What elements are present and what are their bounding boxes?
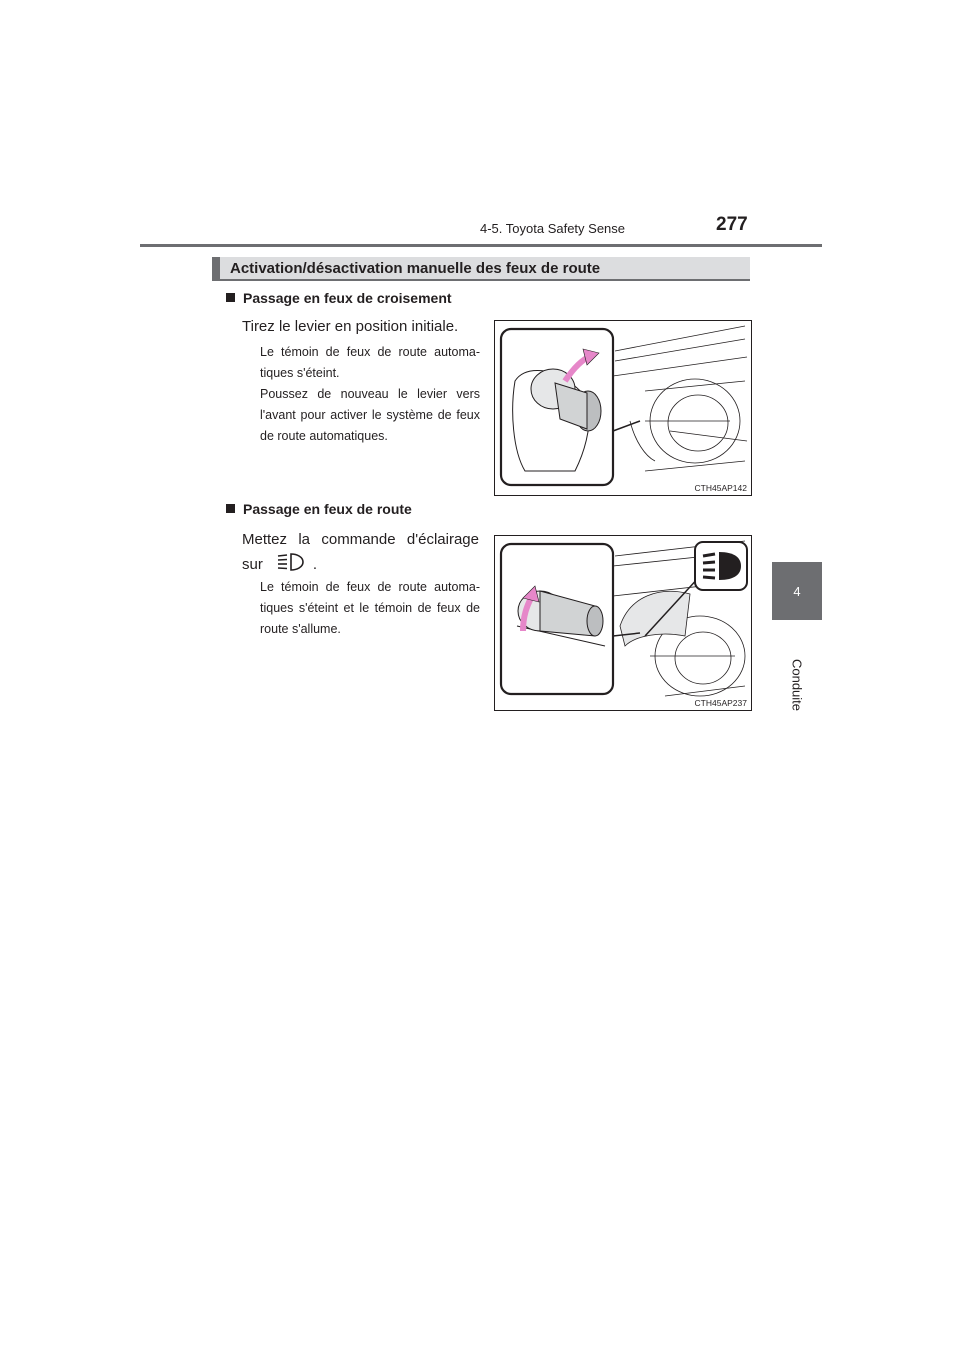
section-title-bar bbox=[212, 257, 750, 281]
note-low-beam-1: Le témoin de feux de route automa-tiques s'éteint. bbox=[260, 345, 480, 380]
instruction-low-beam: Tirez le levier en position initiale. bbox=[242, 318, 459, 335]
chapter-tab[interactable] bbox=[772, 562, 822, 620]
page-number: 277 bbox=[716, 214, 748, 235]
note-high-beam-1: Le témoin de feux de route automa-tiques s'éteint et le témoin de feux de route s'allume. bbox=[260, 580, 480, 636]
figure-code: CTH45AP142 bbox=[694, 483, 747, 493]
lever-pull-illustration bbox=[495, 321, 751, 495]
instruction-high-beam-line2: sur . bbox=[242, 551, 317, 577]
instruction-high-beam: Mettez la commande d'éclairage bbox=[242, 531, 479, 548]
chapter-label: Conduite bbox=[789, 658, 805, 712]
note-low-beam-2: Poussez de nouveau le levier vers l'avant pour activer le système de feux de route automatiques. bbox=[260, 387, 480, 443]
subheading-high-beam: Passage en feux de route bbox=[226, 501, 412, 517]
figure-low-beam bbox=[494, 320, 752, 496]
figure-code: CTH45AP237 bbox=[694, 698, 747, 708]
section-breadcrumb: 4-5. Toyota Safety Sense bbox=[480, 221, 626, 236]
section-title: Activation/désactivation manuelle des feux de route bbox=[230, 260, 601, 277]
figure-high-beam bbox=[494, 535, 752, 711]
high-beam-icon bbox=[275, 551, 307, 577]
bullet-square bbox=[226, 293, 235, 302]
chapter-number: 4 bbox=[793, 583, 801, 599]
subheading-low-beam: Passage en feux de croisement bbox=[226, 290, 452, 306]
header-divider bbox=[140, 244, 822, 247]
lever-push-illustration bbox=[495, 536, 751, 710]
bullet-square bbox=[226, 504, 235, 513]
